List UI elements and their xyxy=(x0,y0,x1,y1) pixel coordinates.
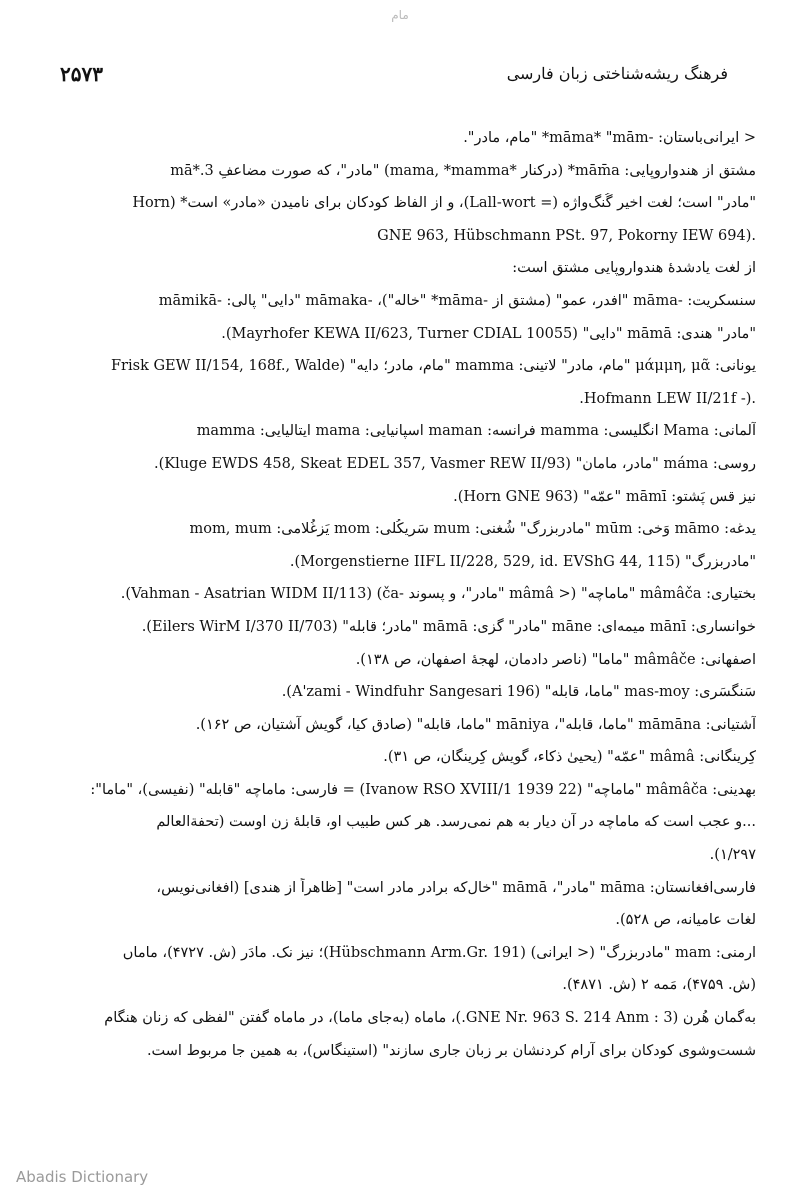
entry-line: روسی: máma "مادر، مامان" (Kluge EWDS 458, Skeat EDEL 357, Vasmer REW II/93). xyxy=(153,455,756,472)
entry-line: یدغه: māmo وَخی: mūm "مادربزرگ" شُغنی: mum سَریکُلی: mom یَزغُلامی: mom, mum xyxy=(189,521,756,538)
page-number: ۲۵۷۳ xyxy=(60,62,103,86)
entry-line: ...و عجب است که ماماچه در آن دیار به هم نمی‌رسد. هر کس طبیب او، قابلهٔ زن اوست (تحفة‌العالم xyxy=(156,814,756,831)
entry-line: یونانی: μάμμη, μᾶ "مام، مادر" لاتینی: mamma "مام، مادر؛ دایه" (Frisk GEW II/154, 168f., Walde xyxy=(111,358,756,375)
entry-line: "مادر" است؛ لغت اخیر گُنگ‌واژه (= Lall-wort)، و از الفاظ کودکان برای نامیدن «مادر» است* (Horn xyxy=(132,195,756,212)
watermark: Abadis Dictionary xyxy=(16,1168,149,1186)
entry-line: بهدینی: mâmâča "ماماچه" (Ivanow RSO XVIII/1 1939 22) = فارسی: ماماچه "قابله" (نفیسی)، "ماما": xyxy=(90,781,756,798)
entry-line: اصفهانی: mâmâče "ماما" (ناصر دادمان، لهجهٔ اصفهان، ص ۱۳۸). xyxy=(355,651,756,668)
entry-line: .(GNE 963, Hübschmann PSt. 97, Pokorny IEW 694 xyxy=(377,227,756,244)
entry-line: ۱/۲۹۷). xyxy=(709,847,756,864)
entry-line: "مادر" هندی: māmā "دایی" (Mayrhofer KEWA II/623, Turner CDIAL 10055). xyxy=(221,325,756,342)
entry-line: خوانساری: mānī میمه‌ای: māne "مادر" گزی: māmā "مادر؛ قابله" (Eilers WirM I/370 II/703). xyxy=(141,618,756,635)
entry-line: نیز قس پَشتو: māmī "عمّه" (Horn GNE 963). xyxy=(453,488,756,505)
entry-line: لغات عامیانه، ص ۵۲۸). xyxy=(615,912,756,929)
entry-line: (ش. ۴۷۵۹)، مَمه ۲ (ش. ۴۸۷۱). xyxy=(562,977,756,994)
entry-line: از لغت یادشدهٔ هندواروپایی مشتق است: xyxy=(512,260,756,277)
entry-line: آلمانی: Mama انگلیسی: mamma فرانسه: maman اسپانیایی: mama ایتالیایی: mamma xyxy=(196,423,756,440)
entry-line: مشتق از هندواروپایی: mām̄a* (درکنار *mama, *mamma) "مادر"، که صورت مضاعفِ 3.*mā xyxy=(170,162,756,179)
entry-line: سنسکریت: -māma "افدر، عمو" (مشتق از -māma* "خاله")، -māmaka "دایی" پالی: -māmikā xyxy=(158,292,756,309)
entry-line: فارسی‌افغانستان: māma "مادر"، māmā "خال‌که برادر مادر است" [ظاهراً از هندی] (افغانی‌نویس، xyxy=(156,879,756,896)
entry-line: ارمنی: mam "مادربزرگ" (< ایرانی) (Hübschmann Arm.Gr. 191)؛ نیز نک. مادَر (ش. ۴۷۲۷)، ماماں xyxy=(122,944,756,961)
entry-line: سَنگسَری: mas-moy "ماما، قابله" (A'zami - Windfuhr Sangesari 196). xyxy=(281,684,756,701)
entry-line: به‌گمان هُرن (3 : GNE Nr. 963 S. 214 Anm.)، ماماه (به‌جای ماما)، در ماماه گفتن "لفظی که زنان هنگام xyxy=(104,1010,756,1027)
entry-line: < ایرانی‌باستان: -māma* "mām* "مام، مادر". xyxy=(463,130,756,146)
book-title: فرهنگ ریشه‌شناختی زبان فارسی xyxy=(506,64,728,83)
entry-line: .(- Hofmann LEW II/21f. xyxy=(579,390,756,407)
entry-line: شست‌وشوی کودکان برای آرام کردنشان بر زبان جاری سازند" (استینگاس)، به همین جا مربوط است. xyxy=(146,1042,756,1059)
top-entry-word: مام xyxy=(391,8,409,22)
entry-line: بختیاری: mâmâča "ماماچه" (< mâmâ "مادر"، و پسوند -ča) (Vahman - Asatrian WIDM II/113). xyxy=(120,586,756,603)
entry-line: آشتیانی: māmāna "ماما، قابله"، māniya "ماما، قابله" (صادق کیا، گویش آشتیان، ص ۱۶۲). xyxy=(195,716,756,733)
entry-line: کِرینگانی: mâmâ "عمّه" (یحییٰ ذکاء، گویش کِرینگان، ص ۳۱). xyxy=(383,749,756,766)
entry-line: "مادربزرگ" (Morgenstierne IIFL II/228, 529, id. EVShG 44, 115). xyxy=(289,553,756,570)
entry-body xyxy=(52,128,756,1073)
